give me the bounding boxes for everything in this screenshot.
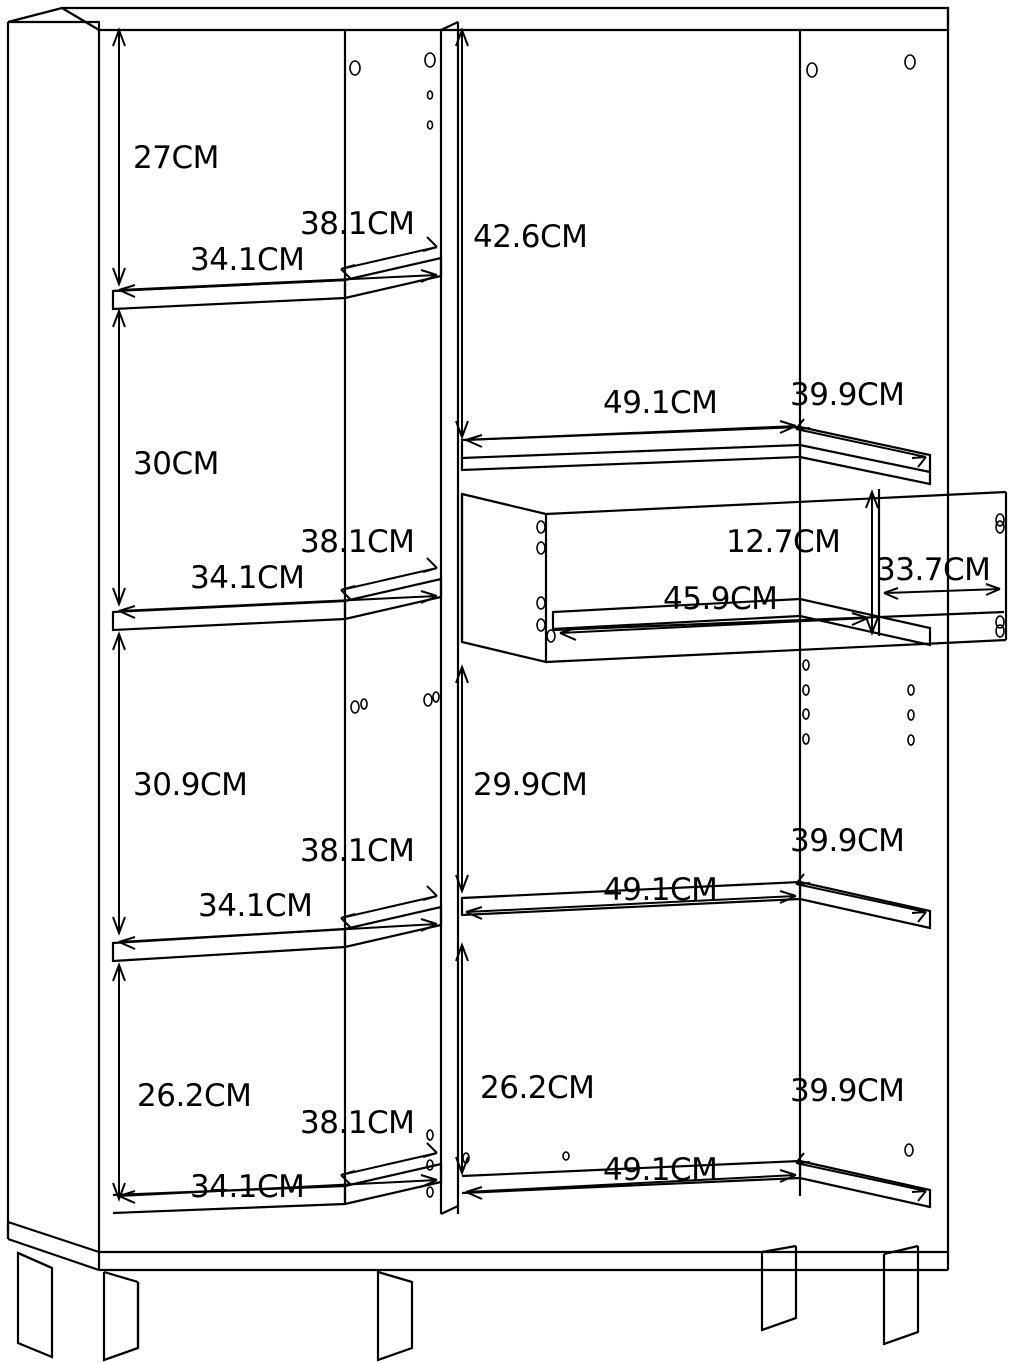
leg-left-2 [104,1272,138,1360]
dimension-label-right-bottom-depth: 39.9CM [790,1073,905,1109]
drawer-front-left-side [462,494,546,662]
dimension-label-left-bottom-width: 34.1CM [190,1169,305,1205]
dimension-label-right-third-width: 49.1CM [603,872,718,908]
dimension-label-right-top-depth: 39.9CM [790,377,905,413]
dimension-label-left-bottom-height: 26.2CM [137,1078,252,1114]
dimension-label-left-second-width: 34.1CM [190,560,305,596]
drawer-top-edge [546,492,1006,514]
dimension-label-left-second-height: 30CM [133,446,219,482]
dimension-label-left-top-width: 34.1CM [190,242,305,278]
right-shelf-top [462,427,930,472]
dimension-label-right-top-height: 42.6CM [473,219,588,255]
dimension-label-right-bottom-width: 49.1CM [603,1152,718,1188]
dimension-label-left-top-depth: 38.1CM [300,206,415,242]
leg-right-1 [884,1246,918,1344]
drawer-bottom-edge [546,640,1006,662]
dimension-label-right-bottom-height: 26.2CM [480,1070,595,1106]
leg-front-left [18,1253,52,1357]
leg-right-2 [762,1246,796,1330]
dimension-label-left-third-height: 30.9CM [133,767,248,803]
drawer-interior-bottom [553,612,1004,630]
dimension-label-left-bottom-depth: 38.1CM [300,1105,415,1141]
dimension-label-right-third-height: 29.9CM [473,767,588,803]
dimension-label-drawer-depth: 33.7CM [876,552,991,588]
dimension-label-left-third-width: 34.1CM [198,888,313,924]
dimension-label-left-third-depth: 38.1CM [300,833,415,869]
dimension-label-right-third-depth: 39.9CM [790,823,905,859]
dimension-label-drawer-height: 12.7CM [726,524,841,560]
leg-center [378,1272,412,1360]
top-panel [8,8,948,30]
dimension-label-left-top-height: 27CM [133,140,219,176]
dimension-label-right-top-width: 49.1CM [603,385,718,421]
dimension-label-left-second-depth: 38.1CM [300,524,415,560]
dimension-label-drawer-width: 45.9CM [663,581,778,617]
